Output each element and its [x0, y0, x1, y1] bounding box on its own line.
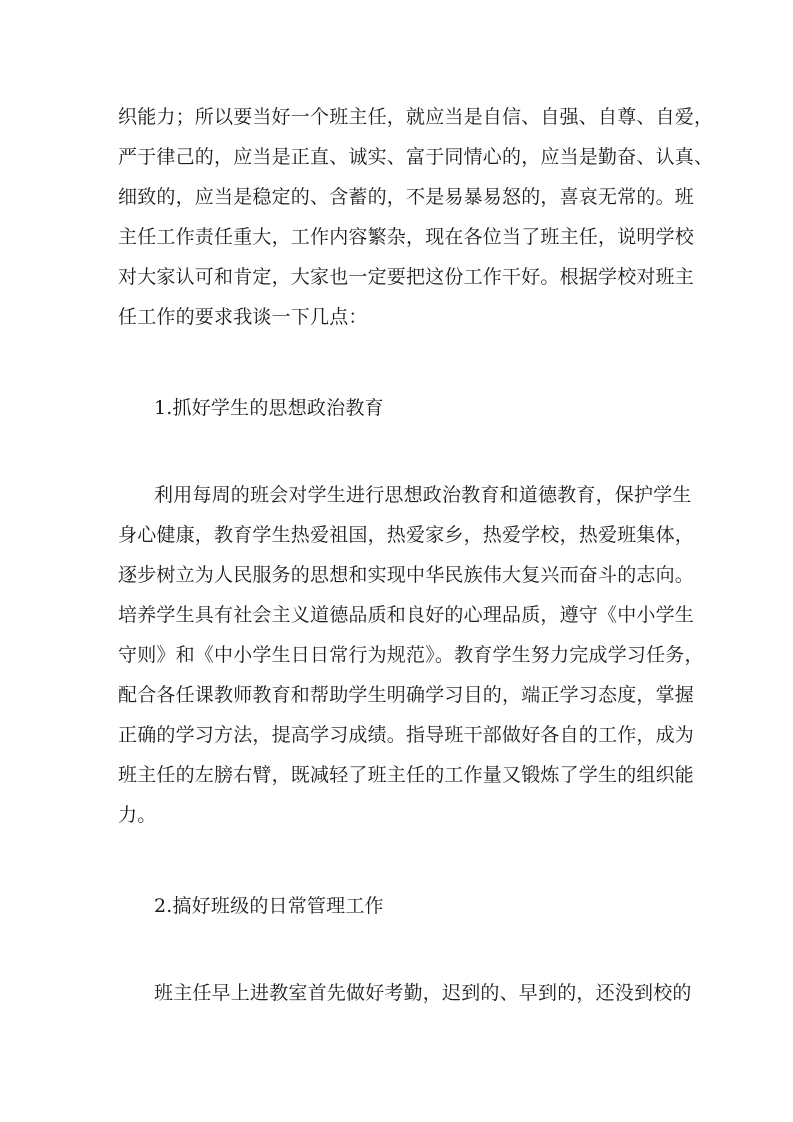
paragraph-line: 配合各任课教师教育和帮助学生明确学习目的，端正学习态度，掌握 [118, 684, 695, 706]
paragraph-line: 细致的，应当是稳定的、含蓄的，不是易暴易怒的，喜哀无常的。班 [118, 186, 695, 208]
section-heading-2: 2.搞好班级的日常管理工作 [154, 895, 384, 917]
paragraph-line: 利用每周的班会对学生进行思想政治教育和道德教育，保护学生 [154, 484, 692, 506]
paragraph-line: 严于律己的，应当是正直、诚实、富于同情心的，应当是勤奋、认真、 [118, 146, 714, 168]
paragraph-line: 对大家认可和肯定，大家也一定要把这份工作干好。根据学校对班主 [118, 266, 695, 288]
paragraph-line: 班主任早上进教室首先做好考勤，迟到的、早到的，还没到校的 [154, 982, 692, 1004]
section-heading-1: 1.抓好学生的思想政治教育 [154, 397, 384, 419]
paragraph-line: 身心健康，教育学生热爱祖国，热爱家乡，热爱学校，热爱班集体， [118, 524, 695, 546]
paragraph-line: 力。 [118, 804, 157, 826]
paragraph-line: 织能力；所以要当好一个班主任，就应当是自信、自强、自尊、自爱， [118, 106, 714, 128]
paragraph-line: 正确的学习方法，提高学习成绩。指导班干部做好各自的工作，成为 [118, 724, 695, 746]
paragraph-line: 培养学生具有社会主义道德品质和良好的心理品质，遵守《中小学生 [118, 604, 695, 626]
paragraph-line: 班主任的左膀右臂，既减轻了班主任的工作量又锻炼了学生的组织能 [118, 764, 695, 786]
paragraph-line: 逐步树立为人民服务的思想和实现中华民族伟大复兴而奋斗的志向。 [118, 564, 695, 586]
paragraph-line: 主任工作责任重大，工作内容繁杂，现在各位当了班主任，说明学校 [118, 226, 695, 248]
paragraph-line: 任工作的要求我谈一下几点： [118, 306, 368, 328]
paragraph-line: 守则》和《中小学生日日常行为规范》。教育学生努力完成学习任务， [118, 644, 704, 666]
